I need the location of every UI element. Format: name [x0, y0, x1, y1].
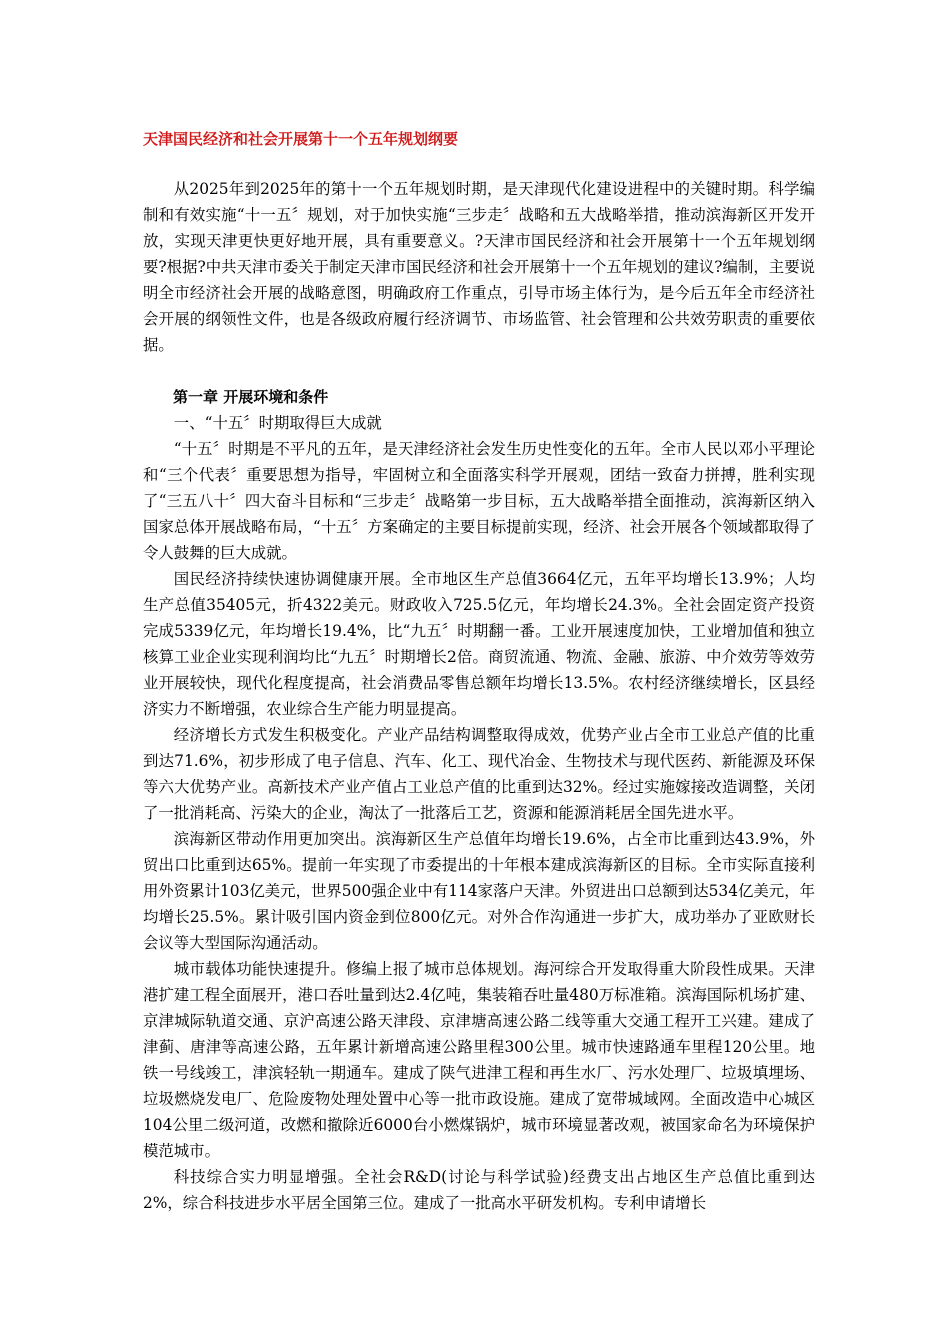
intro-paragraph: 从2025年到2025年的第十一个五年规划时期，是天津现代化建设进程中的关键时期。科学编制和有效实施“十一五〞规划，对于加快实施“三步走〞战略和五大战略举措，推动滨海新区开发开放，实现天津更快更好地开展，具有重要意义。?天津市国民经济和社会开展第十一个五年规划纲要?根据?中共天津市委关于制定天津市国民经济和社会开展第十一个五年规划的建议?编制，主要说明全市经济社会开展的战略意图，明确政府工作重点，引导市场主体行为，是今后五年全市经济社会开展的纲领性文件，也是各级政府履行经济调节、市场监管、社会管理和公共效劳职责的重要依据。 [143, 180, 815, 354]
body-paragraph: 滨海新区带动作用更加突出。滨海新区生产总值年均增长19.6%，占全市比重到达43.9%，外贸出口比重到达65%。提前一年实现了市委提出的十年根本建成滨海新区的目标。全市实际直接利用外资累计103亿美元，世界500强企业中有114家落户天津。外贸进出口总额到达534亿美元，年均增长25.5%。累计吸引国内资金到位800亿元。对外合作沟通进一步扩大，成功举办了亚欧财长会议等大型国际沟通活动。 [143, 830, 815, 952]
document-title: 天津国民经济和社会开展第十一个五年规划纲要 [143, 130, 459, 148]
spacer [143, 358, 815, 384]
section-heading: 一、“十五〞时期取得巨大成就 [173, 414, 382, 432]
body-paragraph: 科技综合实力明显增强。全社会R&D(讨论与科学试验)经费支出占地区生产总值比重到达2%，综合科技进步水平居全国第三位。建成了一批高水平研发机构。专利申请增长 [143, 1168, 815, 1212]
chapter-heading: 第一章 开展环境和条件 [173, 388, 329, 406]
body-paragraph: “十五〞时期是不平凡的五年，是天津经济社会发生历史性变化的五年。全市人民以邓小平理论和“三个代表〞重要思想为指导，牢固树立和全面落实科学开展观，团结一致奋力拼搏，胜利实现了“三五八十〞四大奋斗目标和“三步走〞战略第一步目标，五大战略举措全面推动，滨海新区纳入国家总体开展战略布局，“十五〞方案确定的主要目标提前实现，经济、社会开展各个领域都取得了令人鼓舞的巨大成就。 [143, 440, 815, 562]
body-paragraph: 经济增长方式发生积极变化。产业产品结构调整取得成效，优势产业占全市工业总产值的比重到达71.6%，初步形成了电子信息、汽车、化工、现代冶金、生物技术与现代医药、新能源及环保等六大优势产业。高新技术产业产值占工业总产值的比重到达32%。经过实施嫁接改造调整，关闭了一批消耗高、污染大的企业，淘汰了一批落后工艺，资源和能源消耗居全国先进水平。 [143, 726, 815, 822]
body-paragraph: 国民经济持续快速协调健康开展。全市地区生产总值3664亿元，五年平均增长13.9%；人均生产总值35405元，折4322美元。财政收入725.5亿元，年均增长24.3%。全社会固定资产投资完成5339亿元，年均增长19.4%，比“九五〞时期翻一番。工业开展速度加快，工业增加值和独立核算工业企业实现利润均比“九五〞时期增长2倍。商贸流通、物流、金融、旅游、中介效劳等效劳业开展较快，现代化程度提高，社会消费品零售总额年均增长13.5%。农村经济继续增长，区县经济实力不断增强，农业综合生产能力明显提高。 [143, 570, 815, 718]
document-body [143, 176, 815, 1216]
body-paragraph: 城市载体功能快速提升。修编上报了城市总体规划。海河综合开发取得重大阶段性成果。天津港扩建工程全面展开，港口吞吐量到达2.4亿吨，集装箱吞吐量480万标准箱。滨海国际机场扩建、京津城际轨道交通、京沪高速公路天津段、京津塘高速公路二线等重大交通工程开工兴建。建成了津蓟、唐津等高速公路，五年累计新增高速公路里程300公里。城市快速路通车里程120公里。地铁一号线竣工，津滨轻轨一期通车。建成了陕气进津工程和再生水厂、污水处理厂、垃圾填埋场、垃圾燃烧发电厂、危险废物处理处置中心等一批市政设施。建成了宽带城域网。全面改造中心城区104公里二级河道，改燃和撤除近6000台小燃煤锅炉，城市环境显著改观，被国家命名为环境保护模范城市。 [143, 960, 815, 1160]
